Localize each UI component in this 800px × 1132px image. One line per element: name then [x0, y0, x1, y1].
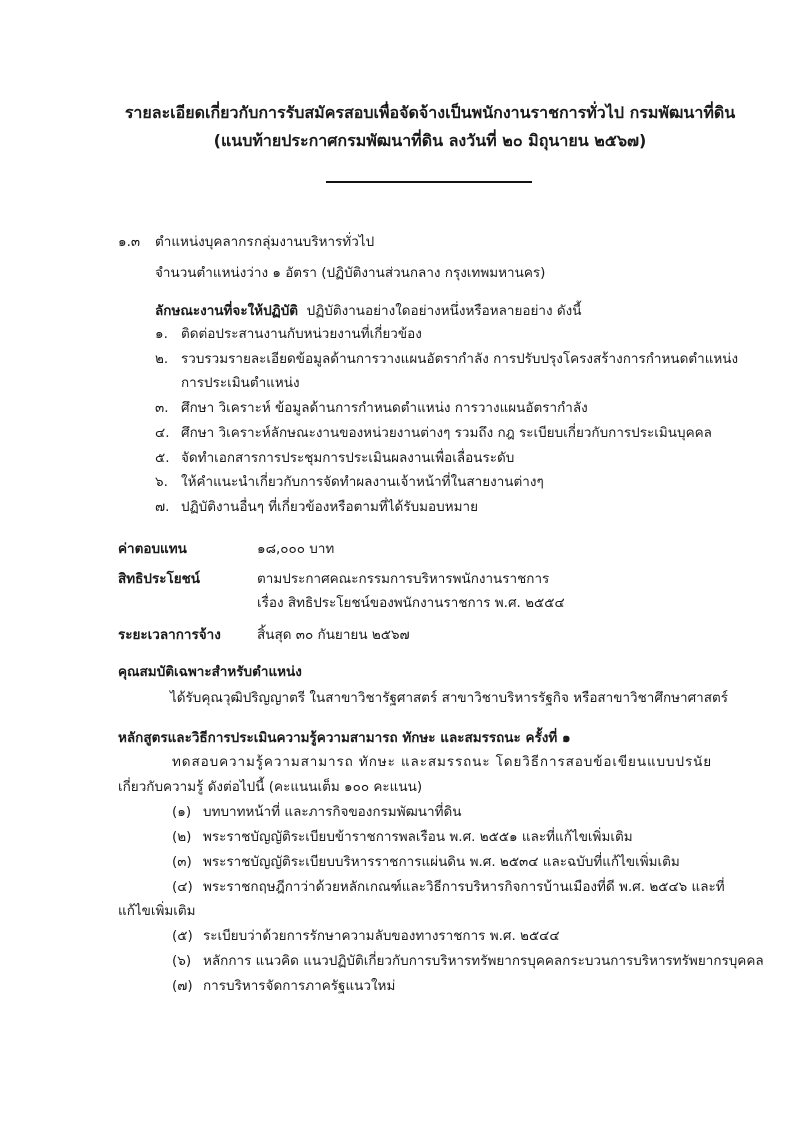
assessment-item-text: พระราชบัญญัติระเบียบบริหารราชการแผ่นดิน พ.ศ. ๒๕๓๔ และฉบับที่แก้ไขเพิ่มเติม: [203, 854, 680, 870]
assessment-paragraph-line1: ทดสอบความรู้ความสามารถ ทักษะ และสมรรถนะ โดยวิธีการสอบข้อเขียนแบบปรนัย: [172, 754, 713, 770]
assessment-heading: หลักสูตรและวิธีการประเมินความรู้ความสามารถ ทักษะ และสมรรถนะ ครั้งที่ ๑: [118, 730, 571, 746]
assessment-item-number: (๔): [172, 879, 193, 895]
duty-item-text: ติดต่อประสานงานกับหน่วยงานที่เกี่ยวข้อง: [181, 326, 422, 342]
compensation-label: ค่าตอบแทน: [118, 541, 187, 557]
assessment-item-text: ระเบียบว่าด้วยการรักษาความลับของทางราชการ พ.ศ. ๒๕๔๔: [203, 928, 560, 944]
benefits-value-line2: เรื่อง สิทธิประโยชน์ของพนักงานราชการ พ.ศ. ๒๕๕๔: [257, 595, 565, 611]
position-number: ๑.๓: [118, 234, 141, 250]
assessment-item-text: พระราชกฤษฎีกาว่าด้วยหลักเกณฑ์และวิธีการบริหารกิจการบ้านเมืองที่ดี พ.ศ. ๒๕๔๖ และที่: [203, 879, 725, 895]
duty-item-number: ๗.: [155, 499, 170, 515]
duty-item-number: ๔.: [155, 425, 170, 441]
assessment-item-text: บทบาทหน้าที่ และภารกิจของกรมพัฒนาที่ดิน: [203, 804, 462, 820]
benefits-label: สิทธิประโยชน์: [118, 571, 201, 587]
duties-section: [155, 300, 581, 322]
qualifications-text: ได้รับคุณวุฒิปริญญาตรี ในสาขาวิชารัฐศาสตร์ สาขาวิชาบริหารรัฐกิจ หรือสาขาวิชาศึกษาศาสตร์: [170, 690, 729, 706]
term-value: สิ้นสุด ๓๐ กันยายน ๒๕๖๗: [257, 627, 410, 643]
position-vacancy: จำนวนตำแหน่งว่าง ๑ อัตรา (ปฏิบัติงานส่วนกลาง กรุงเทพมหานคร): [155, 265, 546, 281]
position-label: ตำแหน่งบุคลากร: [155, 234, 254, 250]
duty-item-text: ศึกษา วิเคราะห์ลักษณะงานของหน่วยงานต่างๆ รวมถึง กฎ ระเบียบเกี่ยวกับการประเมินบุคคล: [181, 425, 712, 441]
duty-item-text: ปฏิบัติงานอื่นๆ ที่เกี่ยวข้องหรือตามที่ได้รับมอบหมาย: [181, 499, 478, 515]
duties-heading: ลักษณะงานที่จะให้ปฏิบัติ: [155, 303, 299, 319]
assessment-item-text-cont: แก้ไขเพิ่มเติม: [118, 903, 196, 919]
duty-item-text: ให้คำแนะนำเกี่ยวกับการจัดทำผลงานเจ้าหน้าที่ในสายงานต่างๆ: [181, 474, 544, 490]
assessment-item-text: การบริหารจัดการภาครัฐแนวใหม่: [203, 978, 396, 994]
duties-intro: ปฏิบัติงานอย่างใดอย่างหนึ่งหรือหลายอย่าง ดังนี้: [306, 303, 582, 319]
duty-item-text: รวบรวมรายละเอียดข้อมูลด้านการวางแผนอัตรากำลัง การปรับปรุงโครงสร้างการกำหนดตำแหน่ง: [181, 351, 739, 367]
assessment-item-number: (๕): [172, 928, 193, 944]
title-divider: [326, 181, 532, 183]
assessment-item-text: พระราชบัญญัติระเบียบข้าราชการพลเรือน พ.ศ. ๒๕๕๑ และที่แก้ไขเพิ่มเติม: [203, 829, 633, 845]
duty-item-number: ๓.: [155, 400, 169, 416]
duty-item-number: ๖.: [155, 474, 168, 490]
document-title: รายละเอียดเกี่ยวกับการรับสมัครสอบเพื่อจัดจ้างเป็นพนักงานราชการทั่วไป กรมพัฒนาที่ดิน: [124, 103, 736, 122]
qualifications-heading: คุณสมบัติเฉพาะสำหรับตำแหน่ง: [118, 664, 302, 680]
duty-item-number: ๕.: [155, 450, 170, 466]
benefits-value-line1: ตามประกาศคณะกรรมการบริหารพนักงานราชการ: [257, 571, 550, 587]
duty-item-text: ศึกษา วิเคราะห์ ข้อมูลด้านการกำหนดตำแหน่ง การวางแผนอัตรากำลัง: [181, 400, 588, 416]
assessment-item-text: หลักการ แนวคิด แนวปฏิบัติเกี่ยวกับการบริหารทรัพยากรบุคคลกระบวนการบริหารทรัพยากรบุคคล: [203, 953, 764, 969]
duty-item-number: ๑.: [155, 326, 168, 342]
term-label: ระยะเวลาการจ้าง: [118, 627, 221, 643]
assessment-item-number: (๑): [172, 804, 192, 820]
assessment-item-number: (๗): [172, 978, 193, 994]
assessment-paragraph-line2: เกี่ยวกับความรู้ ดังต่อไปนี้ (คะแนนเต็ม ๑๐๐ คะแนน): [118, 779, 423, 795]
assessment-item-number: (๖): [172, 953, 192, 969]
compensation-value: ๑๘,๐๐๐ บาท: [257, 541, 335, 557]
duty-item-text-cont: การประเมินตำแหน่ง: [181, 375, 300, 391]
duty-item-text: จัดทำเอกสารการประชุมการประเมินผลงานเพื่อเลื่อนระดับ: [181, 450, 515, 466]
document-subtitle: (แนบท้ายประกาศกรมพัฒนาที่ดิน ลงวันที่ ๒๐ มิถุนายน ๒๕๖๗): [213, 131, 647, 150]
duty-item-number: ๒.: [155, 351, 169, 367]
assessment-item-number: (๒): [172, 829, 192, 845]
assessment-item-number: (๓): [172, 854, 192, 870]
position-group: กลุ่มงานบริหารทั่วไป: [254, 234, 375, 250]
